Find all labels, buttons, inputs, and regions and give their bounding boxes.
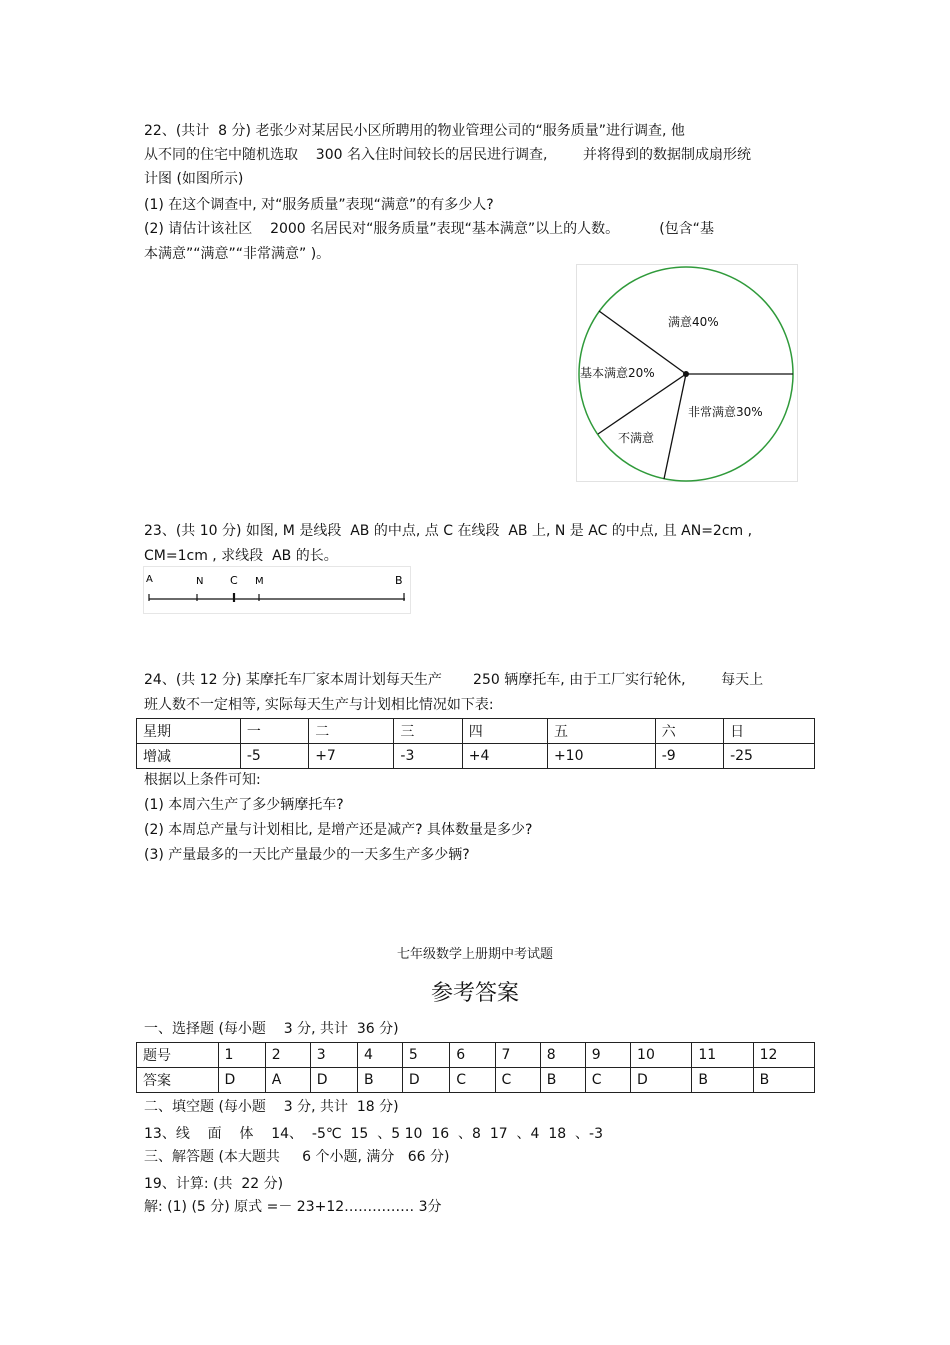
point-n-label: N (196, 576, 204, 587)
table-cell: 4 (357, 1043, 402, 1068)
table-cell: +7 (309, 744, 394, 769)
table-row (137, 1068, 815, 1093)
q23-line1: 23、(共 10 分) 如图, M 是线段 AB 的中点, 点 C 在线段 AB 上, N 是 AC 的中点, 且 AN=2cm , (144, 523, 753, 539)
pie-chart (576, 264, 798, 482)
segment-frame (144, 567, 411, 614)
q22-line3: 计图 (如图所示) (144, 171, 244, 187)
table-cell: 11 (692, 1043, 753, 1068)
q23-line2: CM=1cm , 求线段 AB 的长。 (144, 548, 338, 564)
point-b-label: B (395, 574, 403, 587)
table-cell: -3 (394, 744, 462, 769)
q24-line1: 24、(共 12 分) 某摩托车厂家本周计划每天生产 250 辆摩托车, 由于工厂实行轮休, 每天上 (144, 672, 764, 688)
q19-solution-line: 解: (1) (5 分) 原式 =－ 23+12…………… 3分 (144, 1199, 442, 1215)
table-cell: 增减 (137, 744, 241, 769)
table-cell: 星期 (137, 719, 241, 744)
q22-sub1: (1) 在这个调查中, 对“服务质量”表现“满意”的有多少人? (144, 197, 494, 213)
pie-center-dot (683, 371, 689, 377)
q24-sub1: (1) 本周六生产了多少辆摩托车? (144, 797, 344, 813)
q22-sub3: 本满意”“满意”“非常满意” )。 (144, 246, 331, 262)
table-row (137, 719, 815, 744)
production-table (136, 718, 815, 769)
pie-label-very: 非常满意30% (688, 405, 763, 419)
table-cell: 2 (265, 1043, 310, 1068)
q22-line2: 从不同的住宅中随机选取 300 名入住时间较长的居民进行调查, 并将得到的数据制成扇形统 (144, 147, 752, 163)
table-cell: 3 (310, 1043, 357, 1068)
table-cell: 10 (631, 1043, 692, 1068)
table-cell: 四 (462, 719, 547, 744)
table-cell: 1 (218, 1043, 265, 1068)
table-cell: D (402, 1068, 449, 1093)
table-cell: -9 (655, 744, 723, 769)
q24-line2: 班人数不一定相等, 实际每天生产与计划相比情况如下表: (144, 697, 494, 713)
table-cell: +10 (547, 744, 655, 769)
table-cell: C (450, 1068, 495, 1093)
table-cell: 六 (655, 719, 723, 744)
table-cell: A (265, 1068, 310, 1093)
table-cell: C (495, 1068, 540, 1093)
section-fill: 二、填空题 (每小题 3 分, 共计 18 分) (144, 1099, 399, 1115)
table-cell: 5 (402, 1043, 449, 1068)
table-cell: 9 (585, 1043, 630, 1068)
point-a-label: A (146, 574, 153, 585)
section-solve: 三、解答题 (本大题共 6 个小题, 满分 66 分) (144, 1149, 450, 1165)
table-cell: B (753, 1068, 814, 1093)
table-cell: 三 (394, 719, 462, 744)
table-cell: B (540, 1068, 585, 1093)
table-cell: C (585, 1068, 630, 1093)
table-cell: D (218, 1068, 265, 1093)
q19-header: 19、计算: (共 22 分) (144, 1176, 284, 1192)
table-cell: 一 (240, 719, 308, 744)
table-cell: B (692, 1068, 753, 1093)
table-cell: 二 (309, 719, 394, 744)
q24-sub3: (3) 产量最多的一天比产量最少的一天多生产多少辆? (144, 847, 470, 863)
pie-label-not: 不满意 (618, 431, 655, 445)
exam-title: 七年级数学上册期中考试题 (396, 947, 553, 962)
table-row (137, 744, 815, 769)
answers-title: 参考答案 (430, 981, 519, 1006)
table-cell: 答案 (137, 1068, 219, 1093)
table-row (137, 1043, 815, 1068)
table-cell: +4 (462, 744, 547, 769)
table-cell: 五 (547, 719, 655, 744)
answer-table (136, 1042, 815, 1093)
q22-sub2: (2) 请估计该社区 2000 名居民对“服务质量”表现“基本满意”以上的人数。 (包含“基 (144, 221, 714, 237)
table-cell: -5 (240, 744, 308, 769)
table-cell: D (310, 1068, 357, 1093)
table-cell: 8 (540, 1043, 585, 1068)
fill-answers: 13、线 面 体 14、 -5℃ 15 、5 10 16 、8 17 、4 18 、-3 (144, 1126, 604, 1142)
section-choice: 一、选择题 (每小题 3 分, 共计 36 分) (144, 1021, 399, 1037)
point-m-label: M (255, 576, 264, 587)
q24-after: 根据以上条件可知: (144, 772, 261, 788)
table-cell: D (631, 1068, 692, 1093)
table-cell: 日 (724, 719, 815, 744)
table-cell: 题号 (137, 1043, 219, 1068)
table-cell: 7 (495, 1043, 540, 1068)
pie-label-satisfied: 满意40% (668, 315, 719, 329)
point-c-label: C (230, 574, 238, 587)
q24-sub2: (2) 本周总产量与计划相比, 是增产还是减产? 具体数量是多少? (144, 822, 533, 838)
table-cell: 6 (450, 1043, 495, 1068)
pie-label-basic: 基本满意20% (580, 366, 655, 380)
table-cell: -25 (724, 744, 815, 769)
segment-figure (143, 566, 411, 614)
q22-line1: 22、(共计 8 分) 老张少对某居民小区所聘用的物业管理公司的“服务质量”进行调查, 他 (144, 123, 685, 139)
table-cell: B (357, 1068, 402, 1093)
table-cell: 12 (753, 1043, 814, 1068)
